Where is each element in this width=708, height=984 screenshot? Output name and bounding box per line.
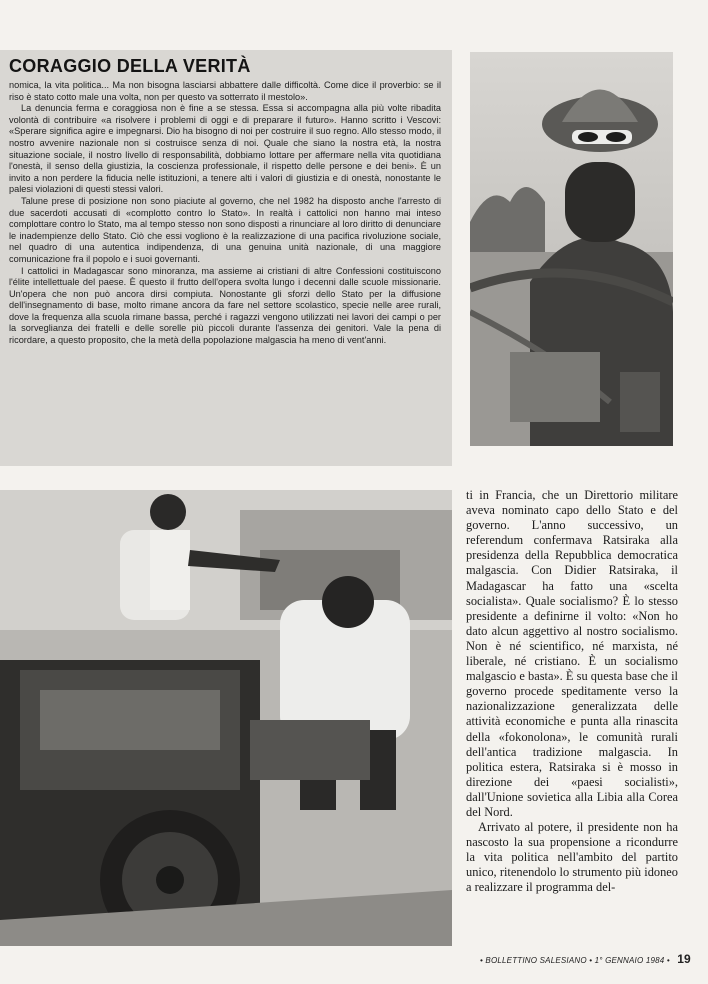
box-title: CORAGGIO DELLA VERITÀ [9,56,251,76]
article-column [466,488,678,896]
driver-photo-drawing [470,52,673,446]
footer-publication: • BOLLETTINO SALESIANO • 1° GENNAIO 1984 • [480,956,670,965]
box-paragraph: Talune prese di posizione non sono piaciute al governo, che nel 1982 ha disposto anche l'arresto di due sacerdoti accusati di «complotto contro lo Stato». In realtà i cattolici non hanno mai inteso complottare contro lo Stato, ma al tempo stesso non sono disposti a rinunciare al loro diritto di denunciare le inadempienze dello Stato. Ciò che essi vogliono è la realizzazione di una pacifica rivoluzione sociale, nel quadro di una autentica indipendenza, di una genuina unità nazionale, di una maggiore comunicazione fra il popolo e i suoi governanti. [9,195,441,264]
sidebar-box [0,50,452,466]
box-body [9,80,441,347]
box-paragraph: I cattolici in Madagascar sono minoranza, ma assieme ai cristiani di altre Confessioni costituiscono l'élite intellettuale del paese. È questo il frutto dell'opera svolta lungo i decenni dalle scuole missionarie. Un'opera che non può ancora dirsi compiuta. Nonostante gli sforzi dello Stato per la diffusione dell'insegnamento di base, molto rimane ancora da fare nel settore scolastico, specie nelle aree rurali, dove la frequenza alla scuola rimane bassa, perché i ragazzi vengono utilizzati nei lavori dei campi o per la sorveglianza dei fratelli e delle sorelle più piccoli durante l'assenza dei genitori. Vale la pena di ricordare, a questo proposito, che la metà della popolazione malgascia ha meno di vent'anni. [9,265,441,346]
photo-driver [470,52,673,446]
column-paragraph: Arrivato al potere, il presidente non ha nascosto la sua propensione a ricondurre la vita politica nell'ambito del partito unico, ritenendolo lo strumento più idoneo a realizzare il programma del- [466,820,678,895]
page-footer [480,950,691,968]
photo-printing-press [0,490,452,946]
box-paragraph: La denuncia ferma e coraggiosa non è fine a se stessa. Essa si accompagna alla più volte ribadita volontà di contribuire «a risolvere i problemi di oggi e di preparare il futuro». Hanno scritto i Vescovi: «Sperare significa agire e impegnarsi. Dio ha bisogno di noi per costruire il suo regno. Allo stesso modo, il nostro avvenire nazionale non si costruisce senza di noi. Quale che siano la nostra età, la nostra situazione sociale, il nostro livello di responsabilità, dobbiamo lottare per affermare nella vita quotidiana l'onestà, il senso della giustizia, la coscienza professionale, il rispetto delle persone e dei beni». È un invito a non perdere la fiducia nelle istituzioni, a tenere alti i valori di giustizia e di onestà, nonostante le palesi violazioni di questi stessi valori. [9,103,441,195]
box-paragraph: nomica, la vita politica... Ma non bisogna lasciarsi abbattere dalle difficoltà. Come dice il proverbio: se il riso è stato cotto male una volta, non per questo va sotterrato il mestolo». [9,80,441,102]
printer-photo-drawing [0,490,452,946]
column-paragraph: ti in Francia, che un Direttorio militare aveva nominato capo dello Stato e del governo. L'anno successivo, un referendum confermava Ratsiraka alla presidenza della Repubblica democratica malgascia. Con Didier Ratsiraka, il Madagascar ha fatto una «scelta socialista». Quale socialismo? È lo stesso presidente a definirne il volto: «Non ho dato alcun aggettivo al nostro socialismo. Non è né scientifico, né marxista, né liberale, né cristiano. È un socialismo malgascio e basta». È su questa base che il governo procede speditamente verso la nazionalizzazione generalizzata delle attività economiche e punta alla rinascita della «fokonolona», le comunità rurali dell'antica tradizione malgascia. In politica estera, Ratsiraka si è mosso in direzione dei «paesi socialisti», dall'Unione sovietica alla Libia alla Corea del Nord. [466,488,678,819]
page-number: 19 [677,952,691,966]
